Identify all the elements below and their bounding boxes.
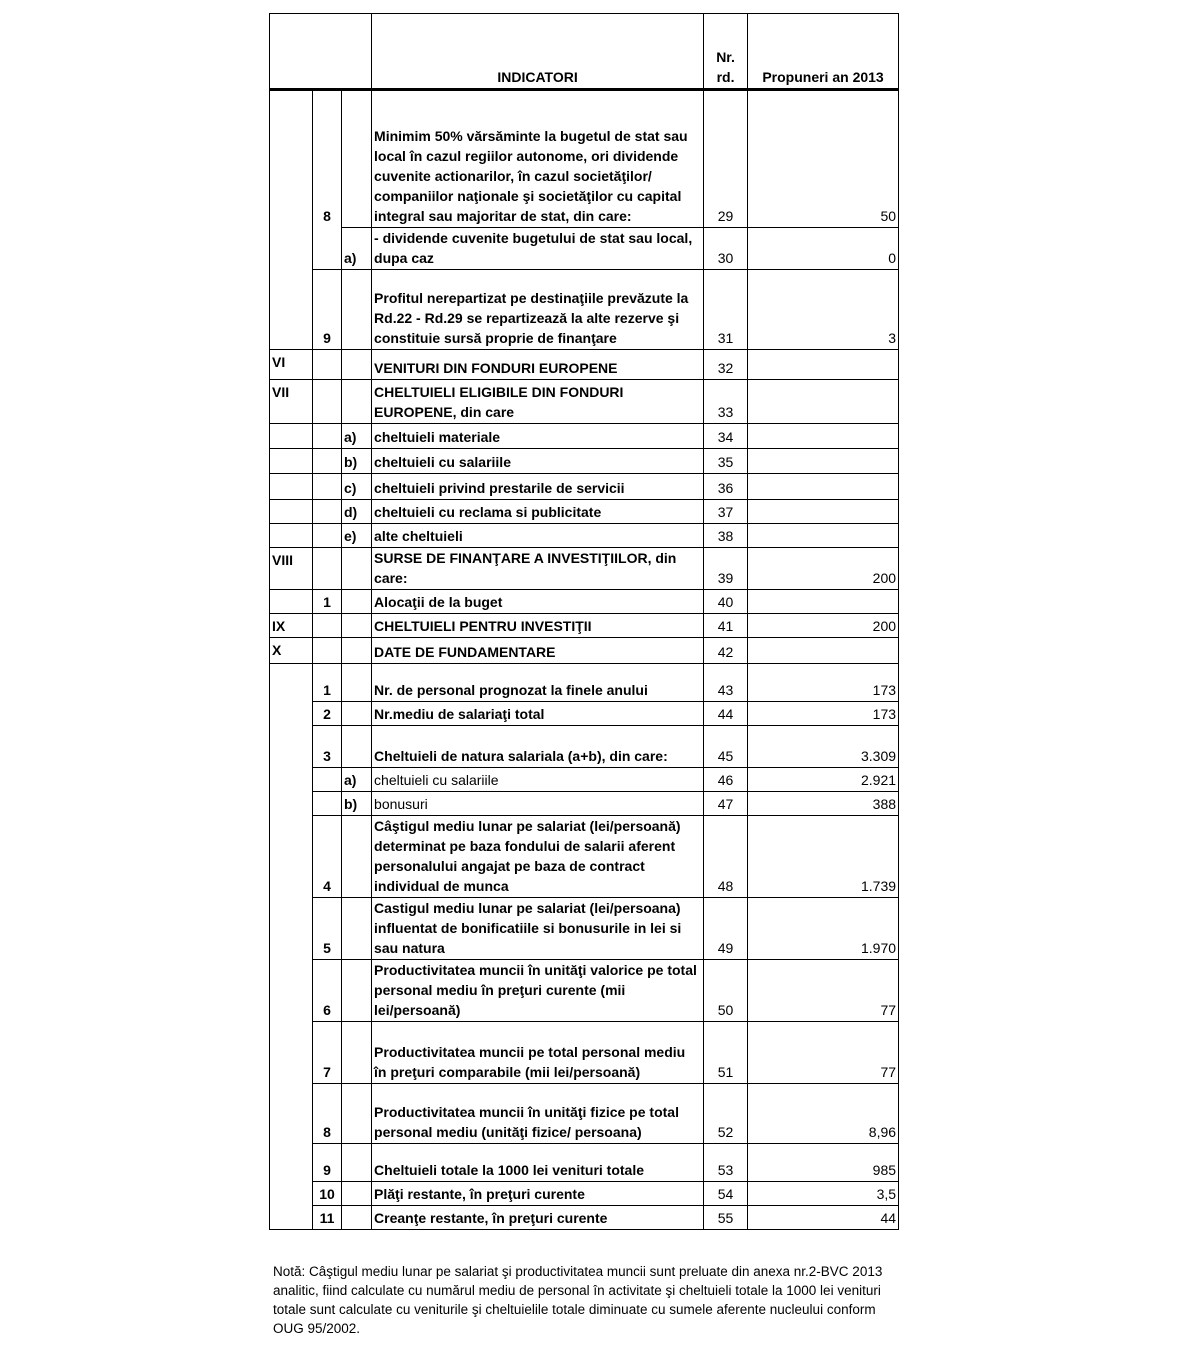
row-number-cell: 50 — [704, 960, 748, 1022]
proposal-value-cell: 0 — [748, 228, 899, 270]
table-row — [270, 548, 899, 590]
indicator-label-cell: cheltuieli cu reclama si publicitate — [372, 500, 704, 524]
row-number-cell: 55 — [704, 1206, 748, 1230]
indicator-label-cell: cheltuieli cu salariile — [372, 449, 704, 474]
row-number-cell: 35 — [704, 449, 748, 474]
indicator-label-cell: CHELTUIELI PENTRU INVESTIŢII — [372, 614, 704, 638]
table-row — [270, 270, 899, 350]
table-row — [270, 449, 899, 474]
table-row — [270, 1182, 899, 1206]
item-number-cell: 3 — [313, 726, 342, 768]
item-number-cell: 8 — [313, 90, 342, 228]
row-number-cell: 36 — [704, 474, 748, 500]
indicator-label-cell: Productivitatea muncii în unităţi fizice pe total personal mediu (unităţi fizice/ persoana) — [372, 1084, 704, 1144]
row-number-cell: 53 — [704, 1144, 748, 1182]
row-number-cell: 34 — [704, 424, 748, 449]
subitem-letter-cell — [342, 90, 372, 228]
subitem-letter-cell — [342, 1022, 372, 1084]
proposal-value-cell: 173 — [748, 702, 899, 726]
item-number-cell — [313, 792, 342, 816]
indicator-label-cell: cheltuieli privind prestarile de servicii — [372, 474, 704, 500]
row-number-cell: 41 — [704, 614, 748, 638]
proposal-value-cell: 200 — [748, 548, 899, 590]
item-number-cell — [313, 424, 342, 449]
indicator-label-cell: Productivitatea muncii pe total personal mediu în preţuri comparabile (mii lei/persoană) — [372, 1022, 704, 1084]
subitem-letter-cell — [342, 1144, 372, 1182]
subitem-letter-cell — [342, 960, 372, 1022]
item-number-cell: 1 — [313, 590, 342, 614]
proposal-value-cell — [748, 590, 899, 614]
subitem-letter-cell — [342, 702, 372, 726]
indicator-label-cell: Profitul nerepartizat pe destinaţiile prevăzute la Rd.22 - Rd.29 se repartizează la alte rezerve şi constituie sursă proprie de finanţare — [372, 270, 704, 350]
indicator-label-cell: CHELTUIELI ELIGIBILE DIN FONDURI EUROPENE, din care — [372, 380, 704, 424]
proposal-value-cell — [748, 500, 899, 524]
indicator-label-cell: Castigul mediu lunar pe salariat (lei/persoana) influentat de bonificatiile si bonusurile in lei si sau natura — [372, 898, 704, 960]
header-nr-rd — [704, 14, 748, 90]
section-cell — [270, 792, 313, 816]
subitem-letter-cell — [342, 614, 372, 638]
table-row — [270, 590, 899, 614]
proposal-value-cell: 173 — [748, 664, 899, 702]
proposal-value-cell — [748, 524, 899, 548]
proposal-value-cell: 1.739 — [748, 816, 899, 898]
proposal-value-cell: 985 — [748, 1144, 899, 1182]
proposal-value-cell: 77 — [748, 1022, 899, 1084]
subitem-letter-cell — [342, 638, 372, 664]
section-cell — [270, 1084, 313, 1144]
row-number-cell: 32 — [704, 350, 748, 380]
row-number-cell: 48 — [704, 816, 748, 898]
item-number-cell — [313, 638, 342, 664]
row-number-cell: 38 — [704, 524, 748, 548]
table-row — [270, 768, 899, 792]
table-row — [270, 228, 899, 270]
indicator-label-cell: Cheltuieli totale la 1000 lei venituri totale — [372, 1144, 704, 1182]
indicator-label-cell: cheltuieli cu salariile — [372, 768, 704, 792]
section-cell: VII — [270, 380, 313, 424]
section-cell: IX — [270, 614, 313, 638]
row-number-cell: 44 — [704, 702, 748, 726]
subitem-letter-cell — [342, 1206, 372, 1230]
section-cell — [270, 898, 313, 960]
item-number-cell: 4 — [313, 816, 342, 898]
item-number-cell: 1 — [313, 664, 342, 702]
section-cell — [270, 702, 313, 726]
table-row — [270, 380, 899, 424]
proposal-value-cell: 77 — [748, 960, 899, 1022]
row-number-cell: 43 — [704, 664, 748, 702]
table-row — [270, 638, 899, 664]
indicator-label-cell: Plăţi restante, în preţuri curente — [372, 1182, 704, 1206]
indicator-label-cell: Cheltuieli de natura salariala (a+b), din care: — [372, 726, 704, 768]
row-number-cell: 49 — [704, 898, 748, 960]
indicator-label-cell: Câştigul mediu lunar pe salariat (lei/persoană) determinat pe baza fondului de salarii aferent personalului angajat pe baza de contract individual de munca — [372, 816, 704, 898]
table-row — [270, 350, 899, 380]
subitem-letter-cell — [342, 664, 372, 702]
section-cell: VIII — [270, 548, 313, 590]
subitem-letter-cell: e) — [342, 524, 372, 548]
indicator-label-cell: alte cheltuieli — [372, 524, 704, 548]
subitem-letter-cell: a) — [342, 768, 372, 792]
row-number-cell: 42 — [704, 638, 748, 664]
proposal-value-cell: 3.309 — [748, 726, 899, 768]
subitem-letter-cell — [342, 1182, 372, 1206]
item-number-cell — [313, 449, 342, 474]
row-number-cell: 54 — [704, 1182, 748, 1206]
row-number-cell: 39 — [704, 548, 748, 590]
row-number-cell: 33 — [704, 380, 748, 424]
subitem-letter-cell: c) — [342, 474, 372, 500]
header-blank-cell — [270, 14, 372, 90]
item-number-cell: 11 — [313, 1206, 342, 1230]
table-row — [270, 474, 899, 500]
table-row — [270, 702, 899, 726]
item-number-cell: 5 — [313, 898, 342, 960]
proposal-value-cell — [748, 380, 899, 424]
row-number-cell: 30 — [704, 228, 748, 270]
proposal-value-cell — [748, 449, 899, 474]
subitem-letter-cell — [342, 898, 372, 960]
subitem-letter-cell: d) — [342, 500, 372, 524]
table-row — [270, 500, 899, 524]
indicator-label-cell: cheltuieli materiale — [372, 424, 704, 449]
indicator-label-cell: DATE DE FUNDAMENTARE — [372, 638, 704, 664]
section-cell — [270, 474, 313, 500]
item-number-cell: 7 — [313, 1022, 342, 1084]
proposal-value-cell: 3,5 — [748, 1182, 899, 1206]
item-number-cell: 9 — [313, 1144, 342, 1182]
table-row — [270, 1206, 899, 1230]
subitem-letter-cell — [342, 726, 372, 768]
section-cell — [270, 1182, 313, 1206]
table-row — [270, 664, 899, 702]
row-number-cell: 45 — [704, 726, 748, 768]
table-row — [270, 90, 899, 228]
proposal-value-cell: 3 — [748, 270, 899, 350]
section-cell — [270, 590, 313, 614]
proposal-value-cell: 1.970 — [748, 898, 899, 960]
footnote: Notă: Câştigul mediu lunar pe salariat şi productivitatea muncii sunt preluate din anexa nr.2-BVC 2013 analitic, fiind calculate cu numărul mediu de personal în activitate şi cheltuieli totale la 1000 lei venituri totale sunt calculate cu veniturile şi cheltuielile totale diminuate cu sumele aferente nucleului conform OUG 95/2002. — [273, 1264, 883, 1336]
table-header-row — [270, 14, 899, 90]
subitem-letter-cell — [342, 1084, 372, 1144]
section-cell — [270, 1022, 313, 1084]
subitem-letter-cell — [342, 350, 372, 380]
item-number-cell: 10 — [313, 1182, 342, 1206]
item-number-cell — [313, 350, 342, 380]
row-number-cell: 51 — [704, 1022, 748, 1084]
item-number-cell — [313, 548, 342, 590]
subitem-letter-cell — [342, 270, 372, 350]
item-number-cell: 9 — [313, 270, 342, 350]
table-row — [270, 1022, 899, 1084]
table-row — [270, 816, 899, 898]
subitem-letter-cell — [342, 816, 372, 898]
section-cell — [270, 90, 313, 228]
proposal-value-cell — [748, 474, 899, 500]
item-number-cell — [313, 228, 342, 270]
table-row — [270, 1144, 899, 1182]
section-cell — [270, 228, 313, 270]
item-number-cell — [313, 500, 342, 524]
proposal-value-cell — [748, 638, 899, 664]
item-number-cell: 6 — [313, 960, 342, 1022]
indicators-table — [269, 13, 899, 1230]
subitem-letter-cell — [342, 548, 372, 590]
indicator-label-cell: Productivitatea muncii în unităţi valorice pe total personal mediu în preţuri curente (mii lei/persoană) — [372, 960, 704, 1022]
row-number-cell: 29 — [704, 90, 748, 228]
section-cell — [270, 816, 313, 898]
proposal-value-cell — [748, 350, 899, 380]
item-number-cell — [313, 380, 342, 424]
item-number-cell: 8 — [313, 1084, 342, 1144]
proposal-value-cell: 388 — [748, 792, 899, 816]
subitem-letter-cell: b) — [342, 449, 372, 474]
item-number-cell — [313, 768, 342, 792]
item-number-cell — [313, 614, 342, 638]
row-number-cell: 52 — [704, 1084, 748, 1144]
table-row — [270, 524, 899, 548]
table-row — [270, 726, 899, 768]
row-number-cell: 40 — [704, 590, 748, 614]
section-cell — [270, 270, 313, 350]
section-cell: VI — [270, 350, 313, 380]
table-row — [270, 960, 899, 1022]
indicator-label-cell: VENITURI DIN FONDURI EUROPENE — [372, 350, 704, 380]
section-cell — [270, 1206, 313, 1230]
table-body — [270, 90, 899, 1230]
proposal-value-cell: 44 — [748, 1206, 899, 1230]
table-row — [270, 898, 899, 960]
subitem-letter-cell — [342, 590, 372, 614]
indicator-label-cell: bonusuri — [372, 792, 704, 816]
indicator-label-cell: Minimim 50% vărsăminte la bugetul de stat sau local în cazul regiilor autonome, ori dividende cuvenite actionarilor, în cazul societăţilor/ companiilor naţionale şi societăţilor cu capital integral sau majoritar de stat, din care: — [372, 90, 704, 228]
table-row — [270, 792, 899, 816]
indicator-label-cell: Alocaţii de la buget — [372, 590, 704, 614]
row-number-cell: 31 — [704, 270, 748, 350]
section-cell — [270, 768, 313, 792]
item-number-cell: 2 — [313, 702, 342, 726]
section-cell — [270, 500, 313, 524]
indicator-label-cell: Nr. de personal prognozat la finele anului — [372, 664, 704, 702]
section-cell — [270, 664, 313, 702]
proposal-value-cell — [748, 424, 899, 449]
table-row — [270, 1084, 899, 1144]
section-cell — [270, 424, 313, 449]
row-number-cell: 46 — [704, 768, 748, 792]
header-indicatori: INDICATORI — [372, 14, 704, 90]
proposal-value-cell: 2.921 — [748, 768, 899, 792]
section-cell — [270, 449, 313, 474]
item-number-cell — [313, 524, 342, 548]
header-nr-line2: rd. — [716, 69, 735, 85]
subitem-letter-cell: b) — [342, 792, 372, 816]
table-row — [270, 424, 899, 449]
subitem-letter-cell: a) — [342, 424, 372, 449]
section-cell: X — [270, 638, 313, 664]
subitem-letter-cell: a) — [342, 228, 372, 270]
proposal-value-cell: 8,96 — [748, 1084, 899, 1144]
subitem-letter-cell — [342, 380, 372, 424]
indicator-label-cell: SURSE DE FINANŢARE A INVESTIŢIILOR, din care: — [372, 548, 704, 590]
proposal-value-cell: 200 — [748, 614, 899, 638]
row-number-cell: 37 — [704, 500, 748, 524]
indicator-label-cell: Creanţe restante, în preţuri curente — [372, 1206, 704, 1230]
indicator-label-cell: - dividende cuvenite bugetului de stat sau local, dupa caz — [372, 228, 704, 270]
header-nr-line1: Nr. — [716, 49, 735, 65]
row-number-cell: 47 — [704, 792, 748, 816]
section-cell — [270, 524, 313, 548]
section-cell — [270, 960, 313, 1022]
section-cell — [270, 726, 313, 768]
table-row — [270, 614, 899, 638]
proposal-value-cell: 50 — [748, 90, 899, 228]
section-cell — [270, 1144, 313, 1182]
item-number-cell — [313, 474, 342, 500]
indicator-label-cell: Nr.mediu de salariaţi total — [372, 702, 704, 726]
header-propuneri: Propuneri an 2013 — [748, 14, 899, 90]
